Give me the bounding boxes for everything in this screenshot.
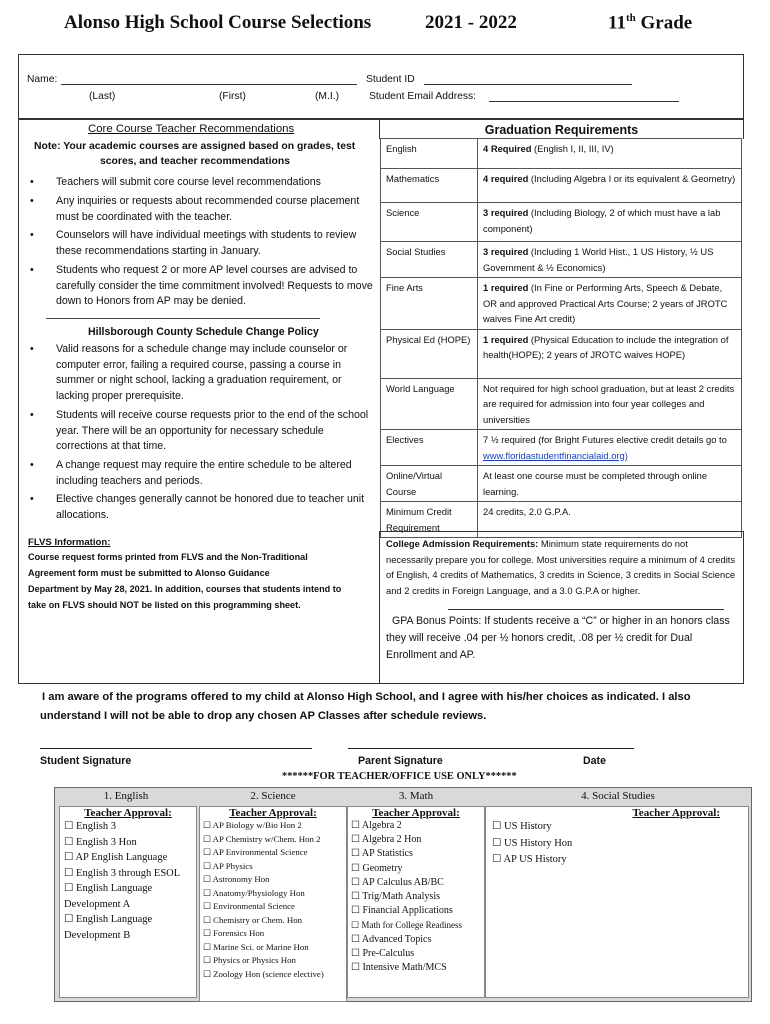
table-row: Online/Virtual Course At least one course must be completed through online learning. (381, 466, 742, 502)
student-signature-label: Student Signature (40, 755, 132, 767)
course-item[interactable]: ☐ Trig/Math Analysis (351, 891, 440, 903)
column-header-social-studies: 4. Social Studies (581, 790, 655, 802)
course-item[interactable]: ☐ Environmental Science (203, 901, 295, 911)
flvs-line: Course request forms printed from FLVS and the Non-Traditional (28, 552, 308, 562)
course-item[interactable]: ☐ Math for College Readiness (351, 920, 463, 931)
course-item[interactable]: ☐ Astronomy Hon (203, 874, 270, 884)
student-info-box (18, 54, 744, 120)
course-item[interactable]: ☐ US History Hon (492, 837, 573, 849)
graduation-table (380, 138, 742, 538)
mi-label: (M.I.) (315, 91, 340, 102)
table-row: Fine Arts 1 required (In Fine or Performing Arts, Speech & Debate, OR and approved Practical Arts Course; 2 years of JROTC waives Fine Art credit) (381, 278, 742, 330)
course-item[interactable]: ☐ Financial Applications (351, 905, 453, 917)
table-row: English 4 Required (English I, II, III, IV) (381, 139, 742, 169)
course-item[interactable]: ☐ Marine Sci. or Marine Hon (203, 941, 309, 952)
course-item[interactable]: ☐ English 3 (64, 821, 117, 832)
table-row: Science 3 required (Including Biology, 2 of which must have a lab component) (381, 203, 742, 242)
email-label: Student Email Address: (369, 91, 477, 102)
course-item[interactable]: ☐ Zoology Hon (science elective) (203, 968, 324, 979)
flvs-line: Agreement form must be submitted to Alonso Guidance (28, 568, 270, 578)
table-row: Social Studies 3 required (Including 1 World Hist., 1 US History, ½ US Government & ½ Economics) (381, 242, 742, 278)
student-signature-line[interactable] (40, 748, 312, 749)
office-use-label: ******FOR TEACHER/OFFICE USE ONLY****** (282, 771, 517, 782)
gpa-text: GPA Bonus Points: If students receive a “C” or higher in an honors class they will receive .04 per ½ honors credit, .08 per ½ credit for Dual Enrollment and AP. (386, 615, 730, 661)
core-note-2: scores, and teacher recommendations (100, 156, 290, 167)
course-item[interactable]: ☐ Chemistry or Chem. Hon (203, 914, 303, 925)
financial-aid-link[interactable]: www.floridastudentfinancialaid.org) (483, 449, 628, 461)
student-id-field[interactable] (424, 84, 632, 85)
course-item[interactable]: ☐ AP Biology w/Bio Hon 2 (203, 820, 302, 830)
agreement-text: I am aware of the programs offered to my child at Alonso High School, and I agree with his/her choices as indicated. I also understand I will not be able to drop any chosen AP Classes after schedule reviews. (40, 691, 691, 722)
course-item[interactable]: ☐ AP US History (492, 854, 567, 865)
grad-title: Graduation Requirements (484, 123, 639, 137)
name-field[interactable] (61, 84, 357, 85)
grade-label: 11th Grade (608, 12, 693, 34)
course-item[interactable]: ☐ English Language Development A (64, 883, 153, 910)
policy-title: Hillsborough County Schedule Change Policy (88, 326, 319, 338)
name-label: Name: (27, 74, 58, 85)
course-item[interactable]: ☐ Pre-Calculus (351, 947, 415, 959)
course-item[interactable]: ☐ Intensive Math/MCS (351, 962, 447, 974)
science-column (199, 806, 347, 1002)
college-text: College Admission Requirements: Minimum state requirements do not necessarily prepare you for college. Most universities require a minimum of 4 credits of English, 4 credits of Mathematics, 3 credits in Science, 3 credits in Social Science and 2 credits in Foreign Language, and a 3.0 G.P.A or higher. (386, 538, 736, 596)
course-item[interactable]: ☐ Algebra 2 Hon (351, 834, 422, 846)
course-item[interactable]: ☐ AP English Language (64, 852, 168, 863)
core-recs-title: Core Course Teacher Recommendations (88, 123, 295, 135)
english-column (59, 806, 197, 998)
teacher-approval-label: Teacher Approval: (632, 807, 720, 819)
flvs-line: take on FLVS should NOT be listed on this programming sheet. (28, 600, 301, 610)
column-header-english: 1. English (103, 790, 149, 802)
teacher-approval-label: Teacher Approval: (84, 807, 172, 819)
flvs-title: FLVS Information: (28, 537, 111, 548)
table-row: World Language Not required for high school graduation, but at least 2 credits are required for admission into four year colleges and universities (381, 378, 742, 430)
core-note-1: Note: Your academic courses are assigned based on grades, test (34, 141, 356, 152)
course-selection-table (54, 787, 752, 1002)
course-item[interactable]: ☐ Geometry (351, 862, 403, 874)
course-item[interactable]: ☐ AP Physics (203, 860, 253, 871)
course-item[interactable]: ☐ Forensics Hon (203, 928, 265, 938)
course-item[interactable]: ☐ English Language Development B (64, 914, 153, 941)
course-item[interactable]: ☐ Advanced Topics (351, 933, 432, 945)
math-column (347, 806, 485, 998)
teacher-approval-label: Teacher Approval: (372, 807, 460, 819)
course-item[interactable]: ☐ AP Calculus AB/BC (351, 876, 444, 888)
divider (448, 609, 724, 610)
school-title: Alonso High School Course Selections (64, 12, 372, 33)
course-item[interactable]: ☐ English 3 Hon (64, 836, 137, 848)
college-box (379, 531, 744, 684)
parent-signature-label: Parent Signature (358, 755, 443, 767)
course-item[interactable]: ☐ English 3 through ESOL (64, 867, 181, 879)
course-item[interactable]: ☐ Algebra 2 (351, 820, 402, 831)
student-id-label: Student ID (366, 74, 415, 85)
course-item[interactable]: ☐ US History (492, 821, 552, 832)
school-year: 2021 - 2022 (425, 12, 517, 33)
email-field[interactable] (489, 101, 679, 102)
column-header-math: 3. Math (398, 790, 434, 802)
table-row: Electives 7 ½ required (for Bright Futures elective credit details go to www.floridastudentfinancialaid.org) (381, 430, 742, 466)
course-item[interactable]: ☐ AP Environmental Science (203, 847, 308, 857)
last-label: (Last) (89, 91, 116, 102)
left-column-box (18, 118, 380, 684)
course-item[interactable]: ☐ AP Chemistry w/Chem. Hon 2 (203, 833, 321, 844)
date-label: Date (583, 755, 606, 767)
course-item[interactable]: ☐ AP Statistics (351, 848, 413, 860)
column-header-science: 2. Science (250, 790, 296, 802)
table-row: Physical Ed (HOPE) 1 required (Physical Education to include the integration of health(HOPE); 2 years of JROTC waives HOPE) (381, 329, 742, 378)
course-item[interactable]: ☐ Physics or Physics Hon (203, 955, 296, 965)
grad-title-box (379, 118, 744, 139)
table-row: Minimum Credit Requirement 24 credits, 2.0 G.P.A. (381, 502, 742, 538)
first-label: (First) (219, 91, 246, 102)
parent-signature-line[interactable] (348, 748, 634, 749)
teacher-approval-label: Teacher Approval: (229, 807, 317, 819)
social-studies-column (485, 806, 749, 998)
table-row: Mathematics 4 required (Including Algebra I or its equivalent & Geometry) (381, 169, 742, 203)
flvs-line: Department by May 28, 2021. In addition, courses that students intend to (28, 584, 342, 594)
course-item[interactable]: ☐ Anatomy/Physiology Hon (203, 887, 305, 898)
